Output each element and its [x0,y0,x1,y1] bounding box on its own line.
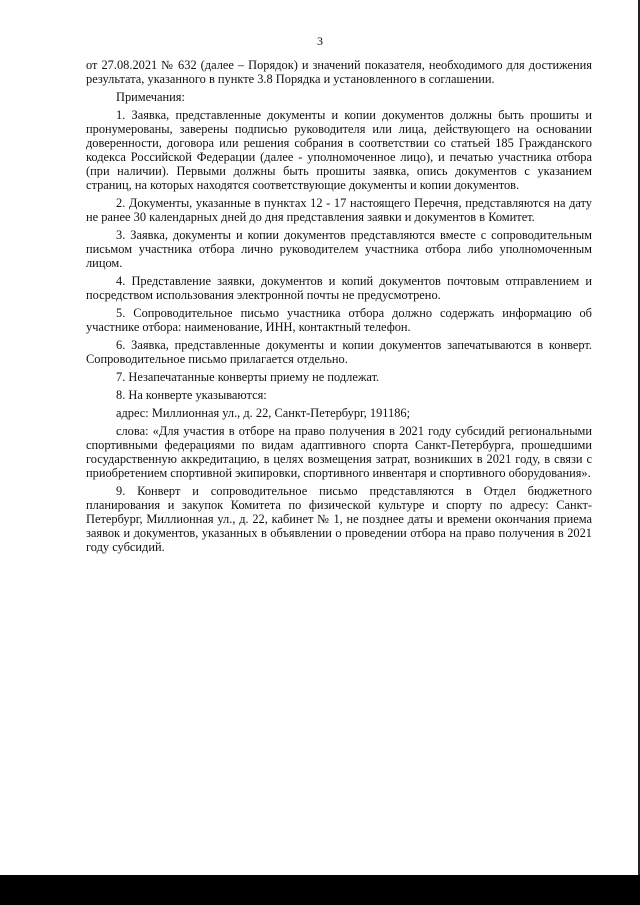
paragraph: 4. Представление заявки, документов и копий документов почтовым отправлением и посредством использования электронной почты не предусмотрено. [86,274,592,302]
paragraph: 9. Конверт и сопроводительное письмо представляются в Отдел бюджетного планирования и закупок Комитета по физической культуре и спорту по адресу: Санкт-Петербург, Миллионная ул., д. 22, кабинет № 1, не позднее даты и времени окончания приема заявок и документов, указанных в объявлении о проведении отбора на право получения в 2021 году субсидий. [86,484,592,554]
document-body [86,58,592,558]
paragraph: 8. На конверте указываются: [116,388,267,402]
paragraph: Примечания: [116,90,185,104]
paragraph: 6. Заявка, представленные документы и копии документов запечатываются в конверт. Сопроводительное письмо прилагается отдельно. [86,338,592,366]
paragraph: от 27.08.2021 № 632 (далее – Порядок) и значений показателя, необходимого для достижения результата, указанного в пункте 3.8 Порядка и установленного в соглашении. [86,58,592,86]
page-number: 3 [317,34,323,48]
paragraph: 7. Незапечатанные конверты приему не подлежат. [116,370,380,384]
paragraph: 5. Сопроводительное письмо участника отбора должно содержать информацию об участнике отбора: наименование, ИНН, контактный телефон. [86,306,592,334]
paragraph: адрес: Миллионная ул., д. 22, Санкт-Петербург, 191186; [116,406,411,420]
paragraph: слова: «Для участия в отборе на право получения в 2021 году субсидий региональными спортивными федерациями по видам адаптивного спорта Санкт-Петербурга, прошедшими государственную аккредитацию, в целях возмещения затрат, возникших в 2021 году, в связи с приобретением спортивной экипировки, спортивного инвентаря и спортивного оборудования». [86,424,592,480]
paragraph: 1. Заявка, представленные документы и копии документов должны быть прошиты и пронумерованы, заверены подписью руководителя или лица, действующего на основании доверенности, договора или решения собрания в соответствии со статьей 185 Гражданского кодекса Российской Федерации (далее - уполномоченное лицо), и печатью участника отбора (при наличии). Первыми должны быть прошиты заявка, опись документов с указанием страниц, на которых находятся соответствующие документы и копии документов. [86,108,592,192]
paragraph: 2. Документы, указанные в пунктах 12 - 17 настоящего Перечня, представляются на дату не ранее 30 календарных дней до дня представления заявки и документов в Комитет. [86,196,592,224]
paragraph: 3. Заявка, документы и копии документов представляются вместе с сопроводительным письмом участника отбора лично руководителем участника отбора либо уполномоченным лицом. [86,228,592,270]
scan-bottom-border [0,875,640,905]
